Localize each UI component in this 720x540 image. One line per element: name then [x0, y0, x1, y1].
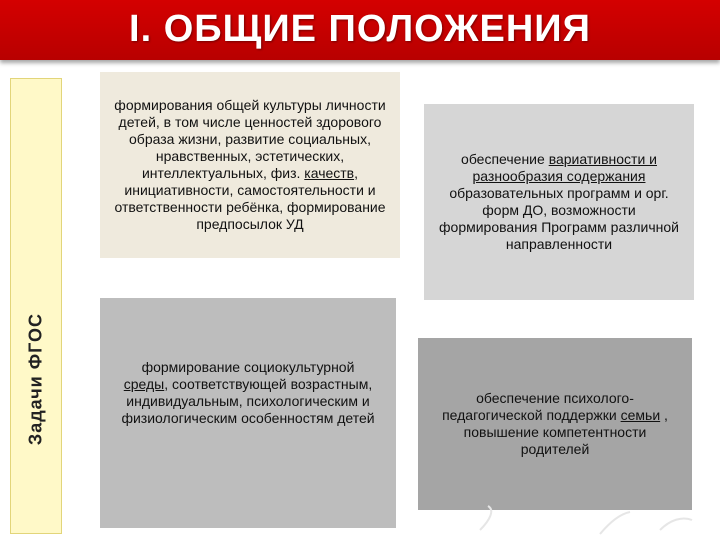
task-text-environment: формирование социокультурной среды, соответствующей возрастным, индивидуальным, психологическим и физиологическим особенностям детей: [121, 359, 375, 426]
page-title: I. ОБЩИЕ ПОЛОЖЕНИЯ: [129, 8, 591, 50]
task-text-culture: формирования общей культуры личности детей, в том числе ценностей здорового образа жизни, развитие социальных, нравственных, эстетических, интеллектуальных, физ. качеств, инициативности, самостоятельности и ответственности ребёнка, формирование предпосылок УД: [114, 97, 386, 232]
header-bar: [0, 0, 720, 60]
task-box-culture: [100, 72, 400, 258]
decorative-swirl: [460, 500, 700, 538]
task-box-environment: [100, 298, 396, 528]
side-panel: [10, 78, 62, 534]
task-text-variability: обеспечение вариативности и разнообразия содержания образовательных программ и орг. форм ДО, возможности формирования Программ различной направленности: [439, 151, 679, 252]
task-box-variability: [424, 104, 694, 300]
side-label: Задачи ФГОС: [25, 312, 46, 446]
task-text-family: обеспечение психолого-педагогической поддержки семьи , повышение компетентности родителей: [442, 390, 668, 457]
task-box-family: [418, 338, 692, 510]
